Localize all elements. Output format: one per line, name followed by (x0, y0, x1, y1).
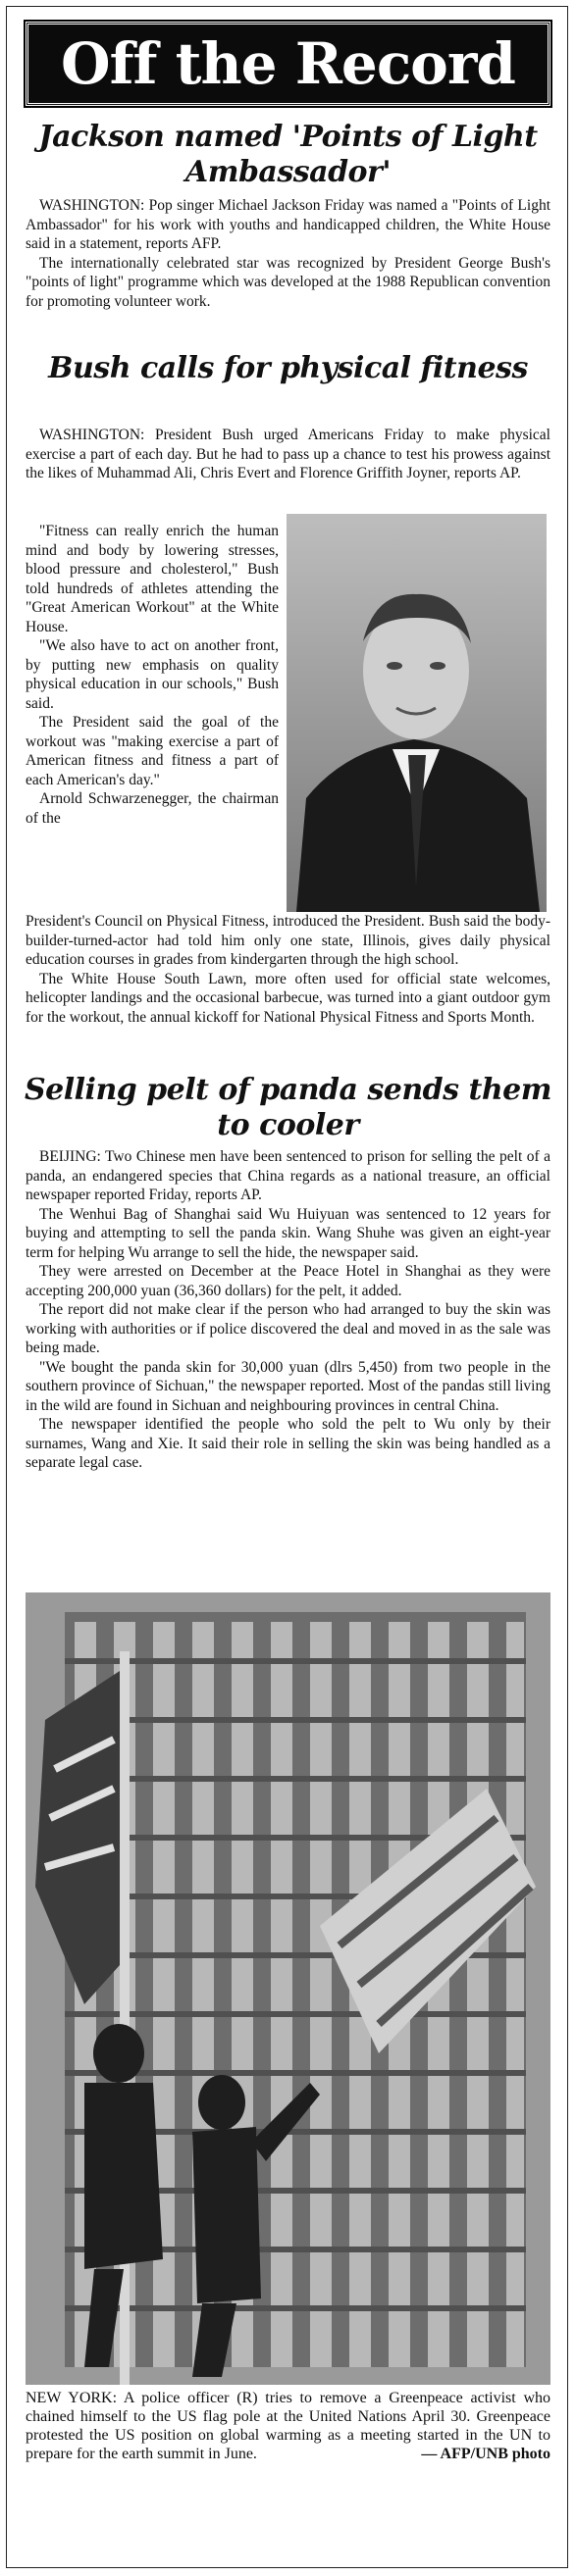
story1-headline: Jackson named 'Points of Light Ambassador' (38, 120, 538, 189)
caption-text: NEW YORK: A police officer (R) tries to remove a Greenpeace activist who chained himself to the US flag pole at the United Nations April 30. Greenpeace protested the US position on global warming as a meeting started in the UN to prepare for the earth summit in June. (26, 2390, 550, 2462)
flagpole-photo (26, 1592, 550, 2385)
masthead-banner (26, 22, 550, 106)
masthead-title: Off the Record (61, 30, 515, 97)
story2-column-paragraph: "We also have to act on another front, by putting new emphasis on quality physical education in our schools," Bush said. (26, 637, 279, 712)
story2-column-paragraph: "Fitness can really enrich the human mind and body by lowering stresses, blood pressure and cholesterol," Bush told hundreds of athletes attending the "Great American Workout" at the White House. (26, 523, 279, 635)
story2-paragraph: President's Council on Physical Fitness, introduced the President. Bush said the body-builder-turned-actor had told him only one state, Illinois, gives daily physical education courses in grades from kindergarten through the high school. (26, 913, 550, 968)
portrait-photo-icon (287, 514, 547, 912)
story2-column-paragraph: The President said the goal of the workout was "making exercise a part of American fitness and fitness a part of each American's day." (26, 714, 279, 788)
story3-paragraph: "We bought the panda skin for 30,000 yuan (dlrs 5,450) from two people in the southern province of Sichuan," the newspaper reported. Most of the pandas still living in the wild are found in Sichuan and neighbouring provinces in central China. (26, 1358, 550, 1414)
story3-paragraph: BEIJING: Two Chinese men have been sentenced to prison for selling the pelt of a panda, an endangered species that China regards as a national treasure, an official newspaper reported Friday, reports AP. (26, 1148, 550, 1203)
bush-portrait-photo (287, 514, 547, 912)
story3-paragraph: The Wenhui Bag of Shanghai said Wu Huiyuan was sentenced to 12 years for buying and attempting to sell the panda skin. Wang Shuhe was given an eight-year term for helping Wu arrange to sell the hide, the newspaper said. (26, 1205, 550, 1261)
story3-paragraph: The report did not make clear if the person who had arranged to buy the skin was working with authorities or if police discovered the deal and moved in as the sale was being made. (26, 1301, 550, 1356)
story2-column (26, 522, 279, 828)
story3-paragraph: The newspaper identified the people who sold the pelt to Wu only by their surnames, Wang and Xie. It said their role in selling the skin was being handled as a separate legal case. (26, 1416, 550, 1471)
story3-headline: Selling pelt of panda sends them to cooler (25, 1073, 551, 1142)
photo-caption (26, 2389, 550, 2463)
story1-paragraph: WASHINGTON: Pop singer Michael Jackson Friday was named a "Points of Light Ambassador" for his work with youths and handicapped children, the White House said in a statement, reports AFP. (26, 197, 550, 252)
photo-credit: — AFP/UNB photo (421, 2446, 550, 2462)
story2-column-paragraph: Arnold Schwarzenegger, the chairman of the (26, 790, 279, 827)
story2-headline: Bush calls for physical fitness (48, 351, 528, 385)
story3-body (26, 1147, 550, 1473)
flagpole-photo-icon (26, 1592, 550, 2385)
story3-paragraph: They were arrested on December at the Peace Hotel in Shanghai as they were accepting 200,000 yuan (36,360 dollars) for the pelt, it added. (26, 1263, 550, 1299)
story2-lead-paragraph: WASHINGTON: President Bush urged Americans Friday to make physical exercise a part of each day. But he had to pass up a chance to test his prowess against the likes of Muhammad Ali, Chris Evert and Florence Griffith Joyner, reports AP. (26, 427, 550, 481)
story2-paragraph: The White House South Lawn, more often used for official state welcomes, helicopter landings and the occasional barbecue, was turned into a giant outdoor gym for the workout, the annual kickoff for National Physical Fitness and Sports Month. (26, 970, 550, 1026)
story2-body (26, 912, 550, 1027)
story2-lead (26, 426, 550, 483)
story1-body (26, 196, 550, 311)
story1-paragraph: The internationally celebrated star was recognized by President George Bush's "points of light" programme which was developed at the 1988 Republican convention for promoting volunteer work. (26, 254, 550, 310)
